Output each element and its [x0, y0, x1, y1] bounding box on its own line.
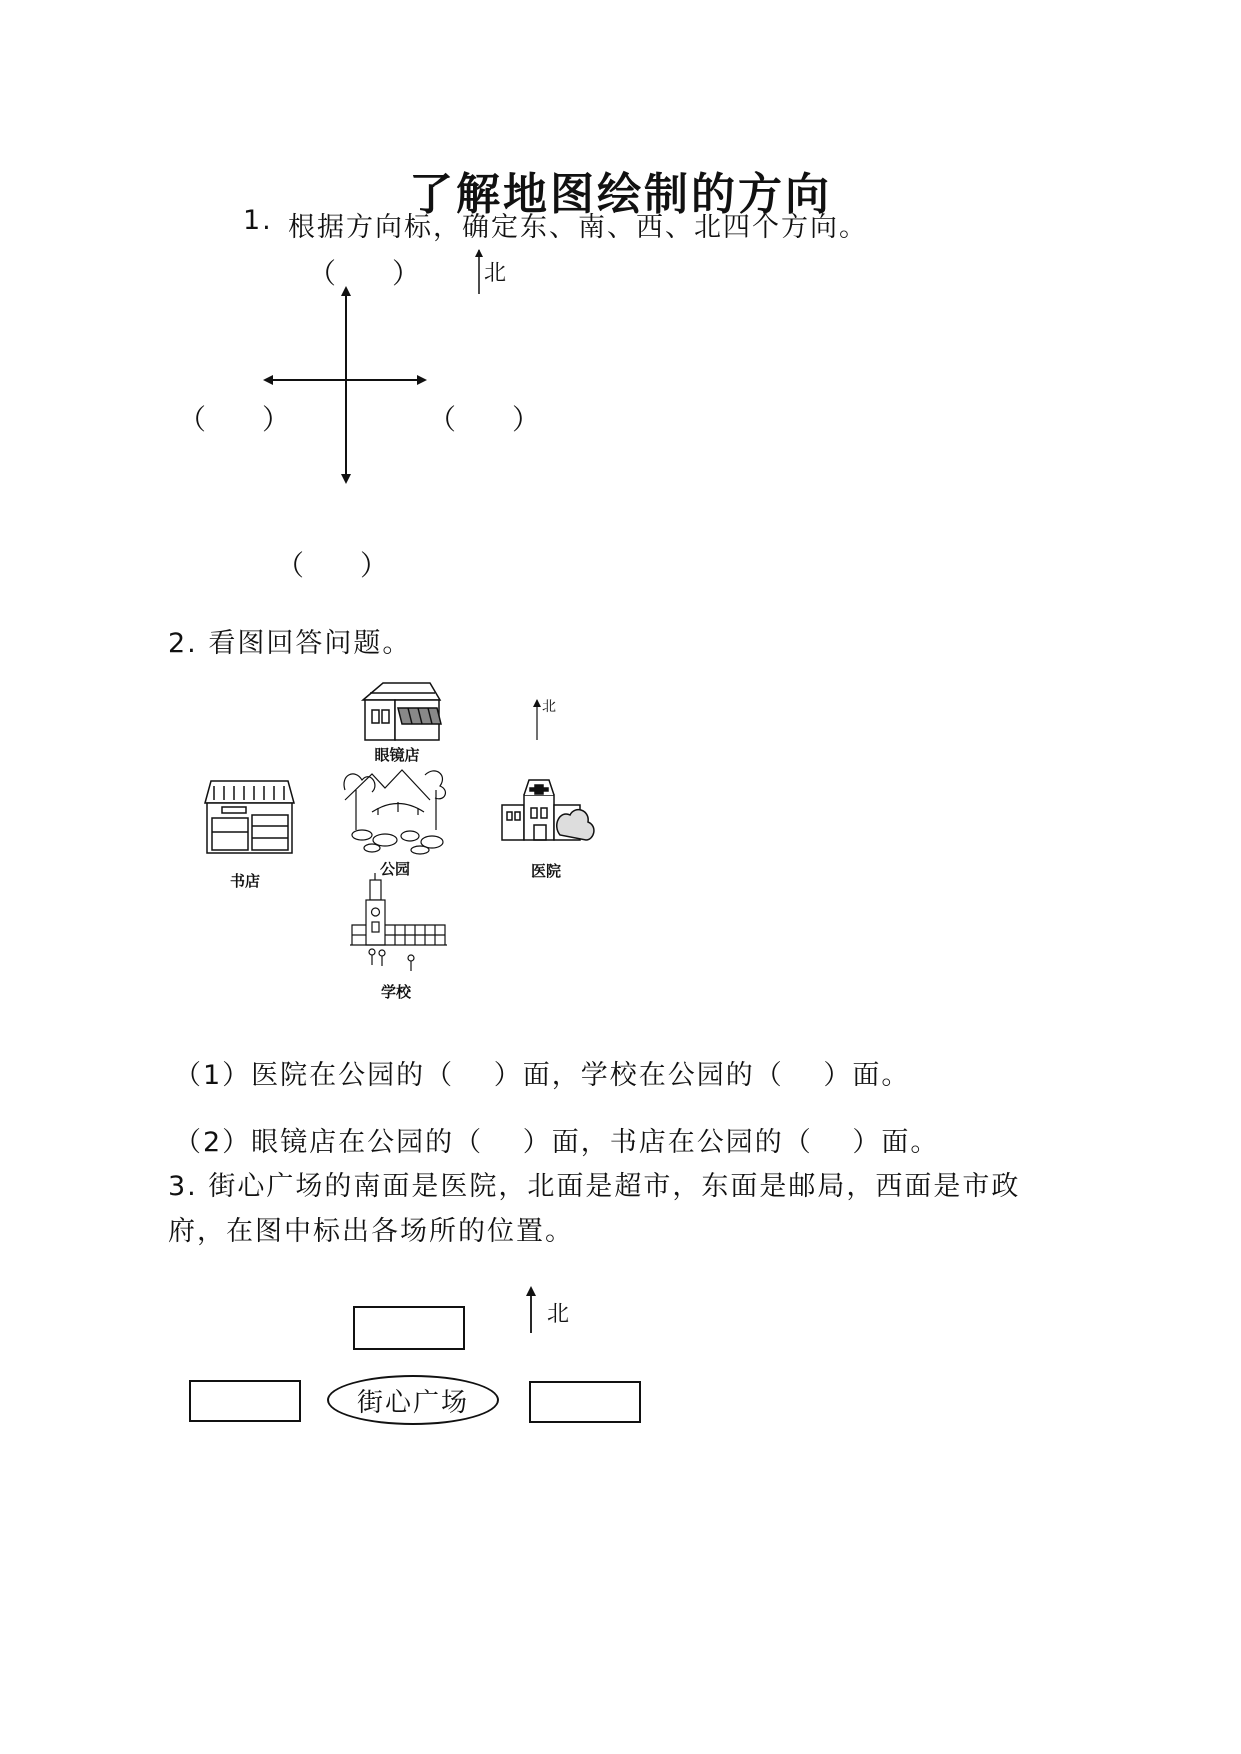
q2-north-label: 北 [542, 699, 556, 715]
q3-text-line2: 府，在图中标出各场所的位置。 [168, 1216, 574, 1247]
q1-north-label: 北 [484, 261, 507, 286]
school-label: 学校 [380, 983, 411, 1001]
page-title: 了解地图绘制的方向 [409, 169, 832, 220]
q1-number: 1. [243, 205, 273, 236]
q2-sub1: （1）医院在公园的（ ）面，学校在公园的（ ）面。 [174, 1060, 911, 1091]
q1-blank-right[interactable]: （ ） [428, 403, 541, 436]
park-icon [344, 770, 445, 854]
q1-blank-bottom[interactable]: （ ） [276, 549, 389, 582]
school-icon [350, 873, 447, 971]
glasses-shop-icon [363, 683, 441, 740]
plaza-label: 街心广场 [356, 1387, 469, 1418]
bookstore-label: 书店 [229, 872, 260, 890]
q3-north-label: 北 [547, 1302, 570, 1327]
park-label: 公园 [379, 860, 410, 878]
q1-text: 根据方向标，确定东、南、西、北四个方向。 [288, 212, 868, 243]
q1-blank-left[interactable]: （ ） [178, 403, 291, 436]
hospital-label: 医院 [530, 862, 561, 880]
bookstore-icon [205, 781, 294, 853]
compass-cross [265, 288, 425, 482]
hospital-icon [502, 780, 594, 840]
q2-sub2: （2）眼镜店在公园的（ ）面，书店在公园的（ ）面。 [174, 1127, 940, 1158]
q2-heading: 2. 看图回答问题。 [168, 628, 412, 659]
glasses-shop-label: 眼镜店 [374, 746, 420, 764]
q1-blank-top[interactable]: （ ） [308, 257, 421, 290]
q3-text-line1: 3. 街心广场的南面是医院，北面是超市，东面是邮局，西面是市政 [168, 1171, 1021, 1202]
